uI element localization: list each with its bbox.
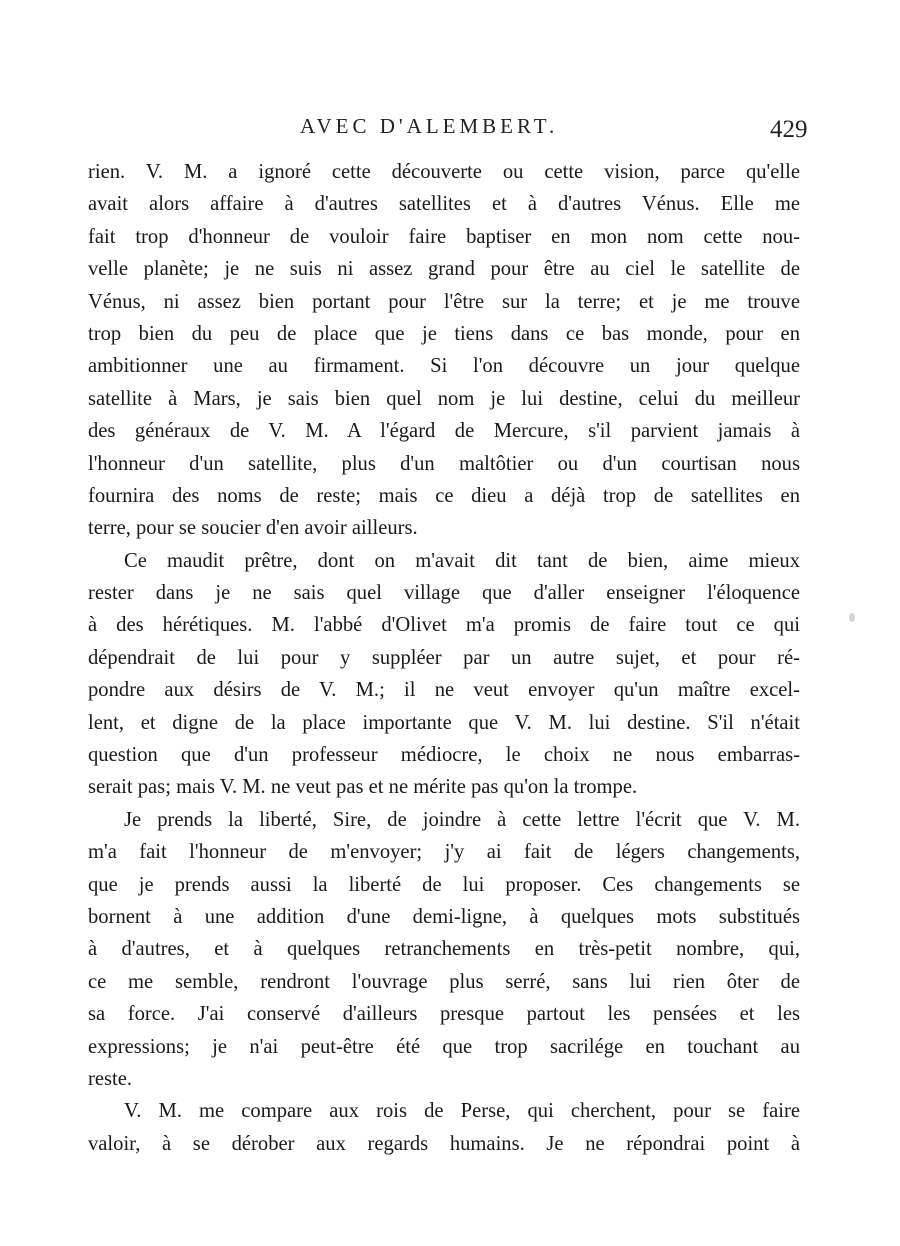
- text-line: sa force. J'ai conservé d'ailleurs presque partout les pensées et les: [88, 1003, 800, 1026]
- text-line: bornent à une addition d'une demi-ligne, à quelques mots substitués: [88, 905, 800, 928]
- text-line: des généraux de V. M. A l'égard de Mercure, s'il parvient jamais à: [88, 420, 800, 443]
- paragraph-end-line: serait pas; mais V. M. ne veut pas et ne mérite pas qu'on la trompe.: [88, 776, 638, 799]
- text-line: expressions; je n'ai peut-être été que trop sacrilége en touchant au: [88, 1035, 800, 1058]
- paragraph-end-line: terre, pour se soucier d'en avoir ailleurs.: [88, 517, 418, 540]
- text-line: m'a fait l'honneur de m'envoyer; j'y ai fait de légers changements,: [88, 841, 800, 864]
- running-head: [0, 114, 900, 144]
- text-line: ce me semble, rendront l'ouvrage plus serré, sans lui rien ôter de: [88, 970, 800, 993]
- text-line: ambitionner une au firmament. Si l'on découvre un jour quelque: [88, 355, 800, 378]
- text-line: l'honneur d'un satellite, plus d'un maltôtier ou d'un courtisan nous: [88, 452, 800, 475]
- text-line: à d'autres, et à quelques retranchements en très-petit nombre, qui,: [88, 938, 800, 961]
- text-line: à des hérétiques. M. l'abbé d'Olivet m'a promis de faire tout ce qui: [88, 614, 800, 637]
- text-line: Vénus, ni assez bien portant pour l'être sur la terre; et je me trouve: [88, 290, 800, 313]
- text-line: rien. V. M. a ignoré cette découverte ou cette vision, parce qu'elle: [88, 161, 800, 183]
- text-line: dépendrait de lui pour y suppléer par un autre sujet, et pour ré-: [88, 646, 800, 669]
- text-line: que je prends aussi la liberté de lui proposer. Ces changements se: [88, 873, 800, 896]
- text-line: trop bien du peu de place que je tiens dans ce bas monde, pour en: [88, 322, 800, 345]
- page-number: 429: [770, 116, 808, 143]
- text-line: fournira des noms de reste; mais ce dieu a déjà trop de satellites en: [88, 484, 800, 507]
- text-line: pondre aux désirs de V. M.; il ne veut envoyer qu'un maître excel-: [88, 679, 800, 702]
- text-line: satellite à Mars, je sais bien quel nom je lui destine, celui du meilleur: [88, 387, 800, 410]
- text-line: valoir, à se dérober aux regards humains. Je ne répondrai point à: [88, 1132, 800, 1155]
- paragraph-first-line: Ce maudit prêtre, dont on m'avait dit tant de bien, aime mieux: [124, 549, 800, 572]
- paper-speck: [849, 613, 855, 622]
- text-line: fait trop d'honneur de vouloir faire baptiser en mon nom cette nou-: [88, 225, 800, 248]
- text-line: avait alors affaire à d'autres satellites et à d'autres Vénus. Elle me: [88, 193, 800, 216]
- body-text: [88, 156, 800, 1160]
- text-line: velle planète; je ne suis ni assez grand pour être au ciel le satellite de: [88, 258, 800, 281]
- text-line: question que d'un professeur médiocre, le choix ne nous embarras-: [88, 744, 800, 767]
- paragraph-end-line: reste.: [88, 1067, 133, 1090]
- paragraph-first-line: Je prends la liberté, Sire, de joindre à cette lettre l'écrit que V. M.: [124, 808, 800, 831]
- paragraph-first-line: V. M. me compare aux rois de Perse, qui cherchent, pour se faire: [124, 1100, 800, 1123]
- text-line: rester dans je ne sais quel village que d'aller enseigner l'éloquence: [88, 582, 800, 605]
- running-title: AVEC D'ALEMBERT.: [300, 114, 559, 138]
- text-line: lent, et digne de la place importante que V. M. lui destine. S'il n'était: [88, 711, 800, 734]
